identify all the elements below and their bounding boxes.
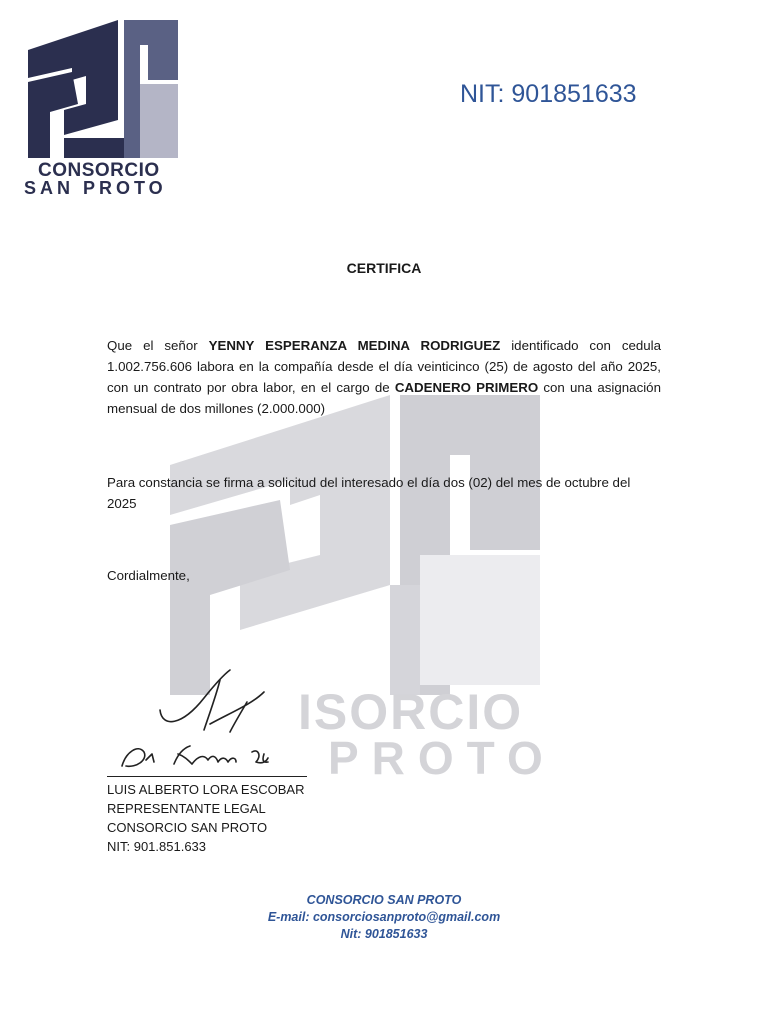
logo-mark-icon: [28, 20, 180, 158]
signer-name: LUIS ALBERTO LORA ESCOBAR: [107, 782, 305, 797]
footer-email: E-mail: consorciosanproto@gmail.com: [267, 910, 501, 924]
paragraph-text: con una asignación mensual de dos millones (2.000.000): [107, 380, 661, 416]
footer-company: CONSORCIO SAN PROTO: [306, 893, 462, 907]
employee-name: YENNY ESPERANZA MEDINA RODRIGUEZ: [208, 338, 501, 353]
certification-paragraph: [107, 335, 661, 419]
employee-position: CADENERO PRIMERO: [394, 380, 539, 395]
paragraph-text: Que el señor: [107, 338, 209, 353]
company-logo: [22, 20, 182, 198]
signer-nit: NIT: 901.851.633: [107, 839, 207, 854]
constancia-paragraph: Para constancia se firma a solicitud del interesado el día dos (02) del mes de octubre del 2025: [107, 475, 631, 511]
signature-line: [107, 776, 307, 777]
closing-text: Cordialmente,: [107, 568, 190, 583]
paragraph-text: identificado con cedula 1.002.756.606 labora en la compañía desde el día veinticinco (25) de agosto del año 2025, con un contrato por obra labor, en el cargo de: [107, 338, 662, 395]
logo-text-line1: CONSORCIO: [38, 160, 160, 181]
logo-text-line2: SAN PROTO: [24, 178, 167, 198]
header-nit: NIT: 901851633: [460, 80, 637, 108]
signer-company: CONSORCIO SAN PROTO: [107, 820, 268, 835]
watermark-text-line2: PROTO: [328, 732, 556, 784]
handwritten-signature: [112, 668, 312, 774]
document-title: CERTIFICA: [346, 260, 422, 276]
signer-role: REPRESENTANTE LEGAL: [107, 801, 266, 816]
watermark-text-line1: ISORCIO: [298, 684, 524, 740]
footer-nit: Nit: 901851633: [340, 927, 428, 941]
watermark-logo-icon: [160, 395, 560, 695]
